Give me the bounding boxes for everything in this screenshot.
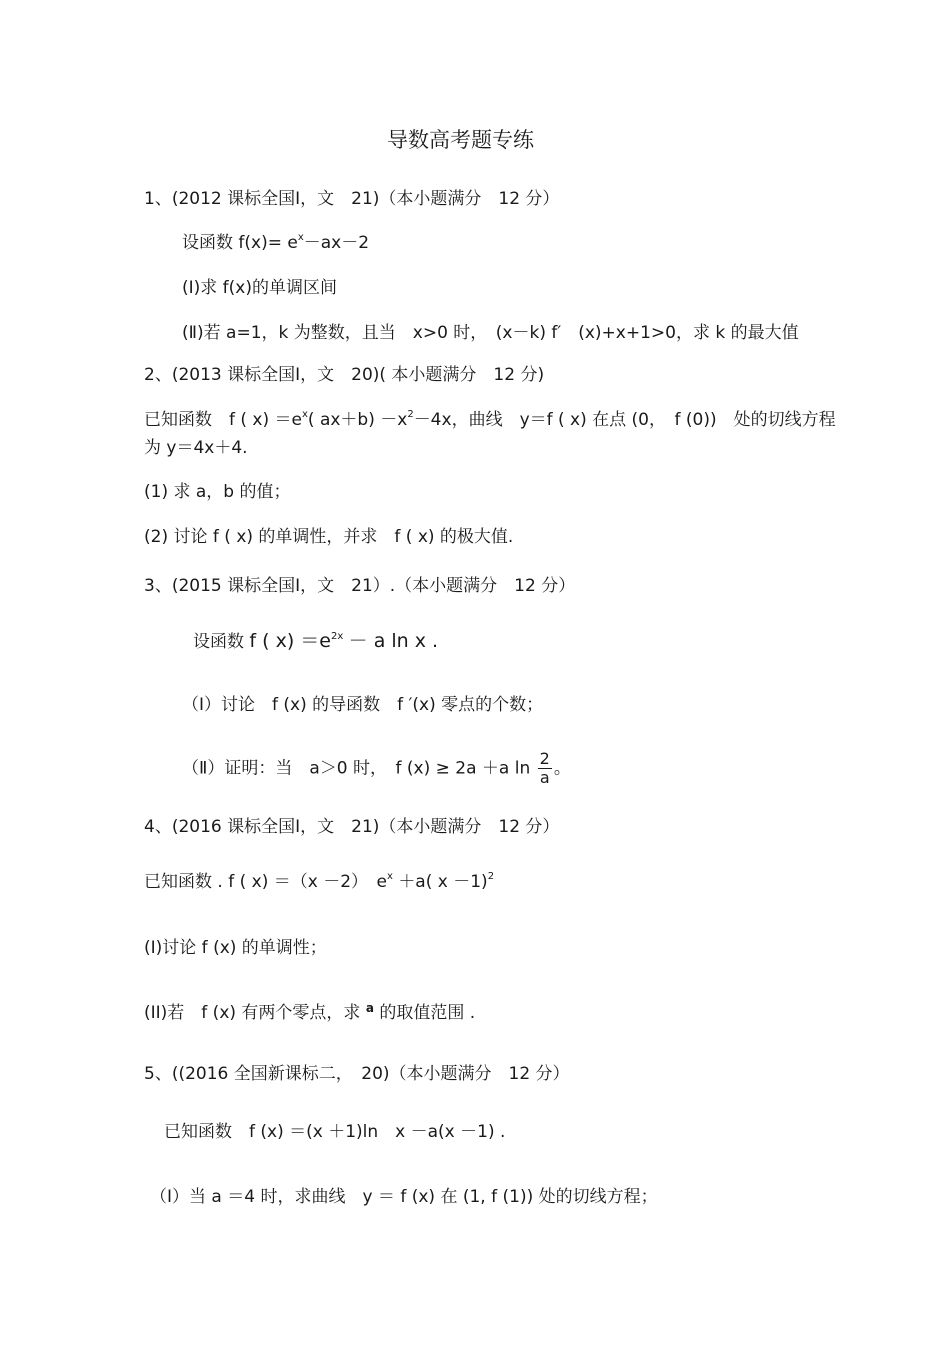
problem-3-question-1: （Ⅰ）讨论 f (x) 的导函数 f ′(x) 零点的个数； <box>182 695 544 715</box>
problem-2-given: 已知函数 f ( $x) =e^x$( $ax+b) -x^2-4x$，曲线 y＝f ( x) 在点 (0， f (0)) 处的切线方程 <box>144 409 836 430</box>
problem-1-function: 设函数 $f(x)= e^x-ax-2$ <box>182 232 370 253</box>
problem-3-function: 设函数 f ( $x) =e^{2x} - a$ ln x . <box>193 630 439 652</box>
page-title: 导数高考题专练 <box>387 128 534 152</box>
problem-3-header: 3、(2015 课标全国Ⅰ，文 21）.（本小题满分 12 分） <box>144 576 576 596</box>
problem-3-question-2: （Ⅱ）证明：当 a＞0 时， f (x) ≥ 2a ＋a ln $\frac{2}{a}$ 。 <box>182 749 571 787</box>
problem-2-given-line-2: 为 y＝4x＋4. <box>144 438 248 458</box>
problem-5-given: 已知函数 f (x) ＝(x ＋1)ln x －a(x －1) . <box>164 1122 506 1142</box>
problem-5-header: 5、((2016 全国新课标二， 20)（本小题满分 12 分） <box>144 1064 570 1084</box>
fraction-2-over-a: $\frac{2}{a}$ <box>539 749 550 787</box>
problem-2-question-2: (2) 讨论 f ( x) 的单调性，并求 f ( x) 的极大值. <box>144 527 514 547</box>
problem-2-header: 2、(2013 课标全国Ⅰ，文 20)( 本小题满分 12 分) <box>144 365 545 385</box>
problem-2-question-1: (1) 求 a，b 的值； <box>144 482 291 502</box>
problem-5-question-1: （I）当 a ＝4 时，求曲线 y ＝ f (x) 在 (1, f (1)) 处的切线方程； <box>150 1187 658 1207</box>
problem-1-question-2: (Ⅱ)若 a=1，k 为整数，且当 x>0 时， (x－k) f′ (x)+x+1>0，求 k 的最大值 <box>182 323 799 343</box>
problem-4-question-2: (II)若 f (x) 有两个零点，求 a 的取值范围 . <box>144 1002 475 1025</box>
problem-4-header: 4、(2016 课标全国Ⅰ，文 21)（本小题满分 12 分） <box>144 817 560 837</box>
problem-4-given: 已知函数 . f ( x) ＝（x －2） $e^x +a$( x －1)$^2$ <box>144 871 495 892</box>
problem-1-question-1: (Ⅰ)求 f(x)的单调区间 <box>182 278 337 298</box>
problem-1-header: 1、(2012 课标全国Ⅰ，文 21)（本小题满分 12 分） <box>144 189 560 209</box>
problem-4-question-1: (I)讨论 f (x) 的单调性； <box>144 938 327 958</box>
variable-a-glyph: a <box>365 1001 374 1015</box>
